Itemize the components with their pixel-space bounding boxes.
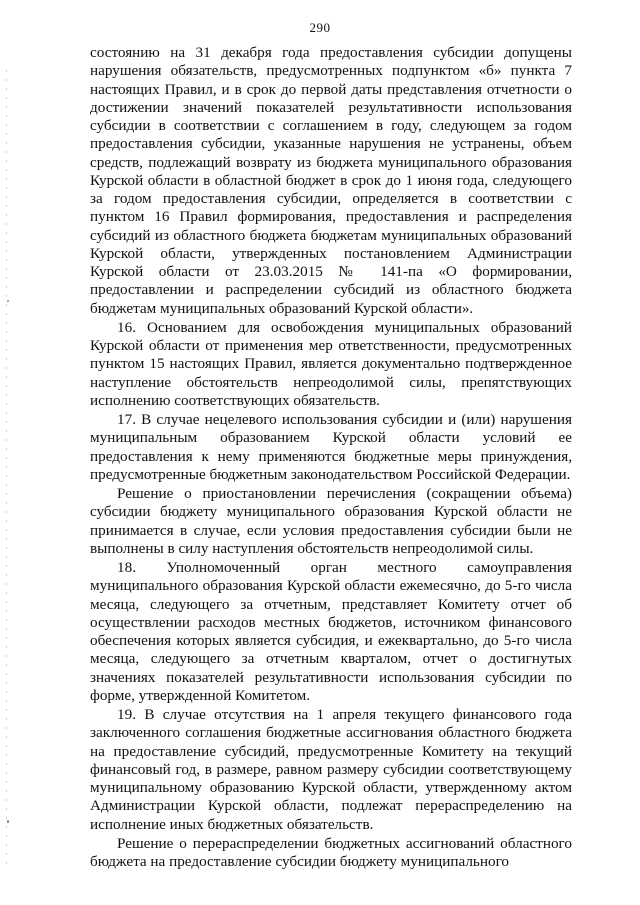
paragraph-clause-19: 19. В случае отсутствия на 1 апреля текущего финансового года заключенного соглашения бюджетные ассигнования областного бюджета на предоставление субсидий, предусмотренные Комитету на текущий финансовый год, в размере, равном размеру субсидии соответствующему муниципальному образованию Курской области, утвержденному актом Администрации Курской области, подлежат перераспределению на исполнение иных бюджетных обязательств. (90, 706, 572, 833)
paragraph-clause-18: 18. Уполномоченный орган местного самоуправления муниципального образования Курской области ежемесячно, до 5-го числа месяца, следующего за отчетным, представляет Комитету отчет об осуществлении расходов местных бюджетов, источником финансового обеспечения которых является субсидия, и ежеквартально, до 5-го числа месяца, следующего за отчетным кварталом, отчет о достигнутых значениях показателей результативности использования субсидии по форме, утвержденной Комитетом. (90, 559, 572, 704)
paragraph-clause-19-decision: Решение о перераспределении бюджетных ассигнований областного бюджета на предоставление субсидии бюджету муниципального (90, 834, 572, 870)
paragraph-clause-17-decision: Решение о приостановлении перечисления (сокращении объема) субсидии бюджету муниципального образования Курской области не принимается в случае, если условия предоставления субсидии были не выполнены в силу наступления обстоятельств непреодолимой силы. (90, 485, 572, 557)
scan-speck (7, 300, 9, 302)
paragraph-continuation: состоянию на 31 декабря года предоставления субсидии допущены нарушения обязательств, предусмотренных подпунктом «б» пункта 7 настоящих Правил, и в срок до первой даты представления отчетности о достижении значений показателей результативности использования субсидии в соответствии с соглашением в году, следующем за годом предоставления субсидии, указанные нарушения не устранены, объем средств, подлежащий возврату из бюджета муниципального образования Курской области в областной бюджет в срок до 1 июня года, следующего за годом предоставления субсидии, определяется в соответствии с пунктом 16 Правил формирования, предоставления и распределения субсидий из областного бюджета бюджетам муниципальных образований Курской области, утвержденных постановлением Администрации Курской области от 23.03.2015 № 141-па «О формировании, предоставлении и распределении субсидий из областного бюджета бюджетам муниципальных образований Курской области». (90, 44, 572, 317)
page-number: 290 (309, 20, 331, 35)
paragraph-clause-17: 17. В случае нецелевого использования субсидии и (или) нарушения муниципальным образованием Курской области условий ее предоставления к нему применяются бюджетные меры принуждения, предусмотренные бюджетным законодательством Российской Федерации. (90, 411, 572, 483)
document-body (90, 44, 572, 871)
scan-speck (7, 820, 9, 823)
scan-margin-mark (6, 70, 7, 870)
paragraph-clause-16: 16. Основанием для освобождения муниципальных образований Курской области от применения мер ответственности, предусмотренных пунктом 15 настоящих Правил, является документально подтвержденное наступление обстоятельств непреодолимой силы, препятствующих исполнению соответствующих обязательств. (90, 318, 572, 409)
